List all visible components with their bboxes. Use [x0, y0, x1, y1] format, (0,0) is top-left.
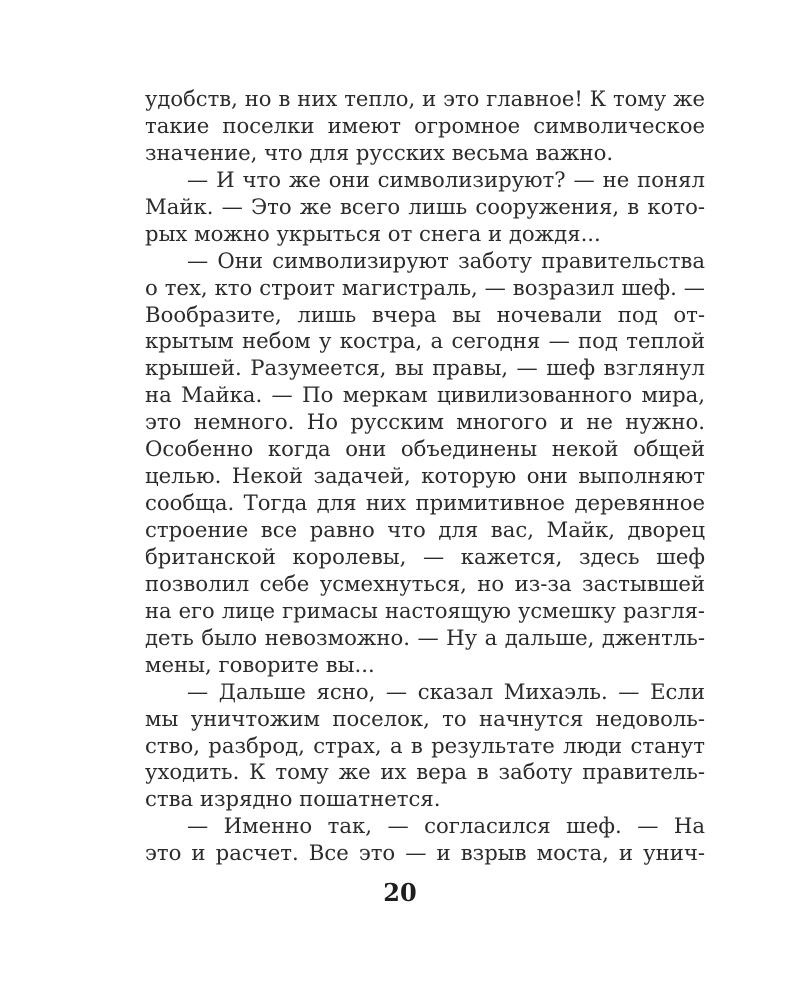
text-line: на его лице гримасы настоящую усмешку разгля- — [145, 598, 705, 623]
text-line: такие поселки имеют огромное символическое — [145, 112, 705, 138]
text-line: уходить. К тому же их вера в заботу правитель- — [145, 759, 705, 785]
body-text — [145, 86, 705, 867]
text-line: Вообразите, лишь вчера вы ночевали под от- — [145, 301, 705, 327]
text-line: значение, что для русских весьма важно. — [145, 139, 614, 165]
text-line: сообща. Тогда для них примитивное деревянное — [145, 490, 705, 516]
text-line: Майк. — Это же всего лишь сооружения, в кото- — [145, 193, 705, 219]
text-line: Особенно когда они объединены некой общей — [145, 436, 705, 462]
text-line: мены, говорите вы... — [145, 651, 375, 677]
text-line: мы уничтожим поселок, то начнутся недоволь- — [145, 705, 705, 731]
text-line: крышей. Разумеется, вы правы, — шеф взглянул — [145, 355, 705, 381]
text-line: это немного. Но русским многого и не нужно. — [145, 409, 705, 435]
text-line: о тех, кто строит магистраль, — возразил шеф. — — [145, 274, 705, 300]
text-line: британской королевы, — кажется, здесь шеф — [145, 543, 705, 569]
text-line: — Дальше ясно, — сказал Михаэль. — Если — [187, 678, 705, 704]
text-line: это и расчет. Все это — и взрыв моста, и унич- — [145, 840, 705, 866]
text-line: ство, разброд, страх, а в результате люди станут — [145, 732, 705, 758]
text-line: на Майка. — По меркам цивилизованного мира, — [145, 382, 705, 408]
text-line: удобств, но в них тепло, и это главное! К тому же — [145, 86, 705, 111]
text-line: рых можно укрыться от снега и дождя... — [145, 220, 601, 246]
text-line: ства изрядно пошатнется. — [145, 786, 441, 812]
text-line: крытым небом у костра, а сегодня — под теплой — [145, 328, 705, 354]
text-line: позволил себе усмехнуться, но из-за застывшей — [145, 570, 705, 596]
text-line: строение все равно что для вас, Майк, дворец — [145, 517, 705, 542]
page-number: 20 — [383, 878, 417, 907]
text-line: — Они символизируют заботу правительства — [187, 247, 705, 273]
text-line: деть было невозможно. — Ну а дальше, джентль- — [145, 624, 705, 650]
text-line: — И что же они символизируют? — не понял — [187, 166, 705, 192]
text-line: целью. Некой задачей, которую они выполняют — [145, 463, 705, 489]
text-line: — Именно так, — согласился шеф. — На — [187, 813, 705, 839]
